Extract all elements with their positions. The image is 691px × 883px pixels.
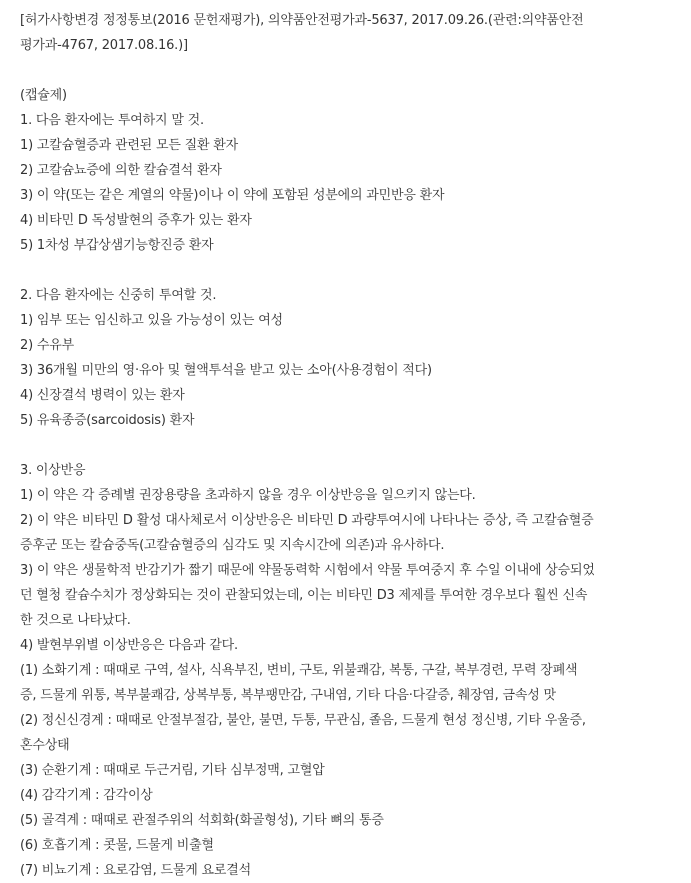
list-item: 5) 유육종증(sarcoidosis) 환자 [20,413,195,428]
text-line: (7) 비뇨기계 : 요로감염, 드물게 요로결석 [20,863,251,878]
text-line: 1) 이 약은 각 증례별 권장용량을 초과하지 않을 경우 이상반응을 일으키지 않는다. [20,488,476,503]
text-line: (2) 정신신경계 : 때때로 안절부절감, 불안, 불면, 두통, 무관심, 졸음, 드물게 현성 정신병, 기타 우울증, [20,713,586,728]
list-item: 1) 고칼슘혈증과 관련된 모든 질환 환자 [20,138,238,153]
text-line: 한 것으로 나타났다. [20,613,131,628]
list-item: 2) 수유부 [20,338,74,353]
list-item: 1) 임부 또는 임신하고 있을 가능성이 있는 여성 [20,313,283,328]
spacer [20,258,673,283]
spacer [20,433,673,458]
text-line: 던 혈청 칼슘수치가 정상화되는 것이 관찰되었는데, 이는 비타민 D3 제제를 투여한 경우보다 훨씬 신속 [20,588,588,603]
text-line: 증후군 또는 칼슘중독(고칼슘혈증의 심각도 및 지속시간에 의존)과 유사하다. [20,538,445,553]
text-line: (6) 호흡기계 : 콧물, 드물게 비출혈 [20,838,214,853]
notice-line-2: 평가과-4767, 2017.08.16.)] [20,38,188,53]
list-item: 2) 고칼슘뇨증에 의한 칼슘결석 환자 [20,163,222,178]
text-line: (4) 감각기계 : 감각이상 [20,788,153,803]
text-line: (5) 골격계 : 때때로 관절주위의 석회화(화골형성), 기타 뼈의 통증 [20,813,384,828]
text-line: 2) 이 약은 비타민 D 활성 대사체로서 이상반응은 비타민 D 과량투여시에 나타나는 증상, 즉 고칼슘혈증 [20,513,594,528]
section-heading-cautions: 2. 다음 환자에는 신중히 투여할 것. [20,288,217,303]
text-line: (3) 순환기계 : 때때로 두근거림, 기타 심부정맥, 고혈압 [20,763,325,778]
list-item: 3) 36개월 미만의 영·유아 및 혈액투석을 받고 있는 소아(사용경험이 적다) [20,363,432,378]
notice-line-1: [허가사항변경 정정통보(2016 문헌재평가), 의약품안전평가과-5637, 2017.09.26.(관련:의약품안전 [20,13,584,28]
list-item: 5) 1차성 부갑상샘기능항진증 환자 [20,238,214,253]
text-line: 4) 발현부위별 이상반응은 다음과 같다. [20,638,238,653]
text-line: 증, 드물게 위통, 복부불쾌감, 상복부통, 복부팽만감, 구내염, 기타 다음·다갈증, 췌장염, 금속성 맛 [20,688,556,703]
list-item: 4) 비타민 D 독성발현의 증후가 있는 환자 [20,213,252,228]
text-line: (1) 소화기계 : 때때로 구역, 설사, 식욕부진, 변비, 구토, 위불쾌감, 복통, 구갈, 복부경련, 무력 장폐색 [20,663,578,678]
spacer [20,58,673,83]
text-line: 혼수상태 [20,738,70,753]
section-heading-adverse-reactions: 3. 이상반응 [20,463,86,478]
dosage-form: (캡슐제) [20,88,67,103]
section-heading-contraindications: 1. 다음 환자에는 투여하지 말 것. [20,113,204,128]
text-line: 3) 이 약은 생물학적 반감기가 짧기 때문에 약물동력학 시험에서 약물 투여중지 후 수일 이내에 상승되었 [20,563,595,578]
list-item: 4) 신장결석 병력이 있는 환자 [20,388,185,403]
list-item: 3) 이 약(또는 같은 계열의 약물)이나 이 약에 포함된 성분에의 과민반응 환자 [20,188,445,203]
